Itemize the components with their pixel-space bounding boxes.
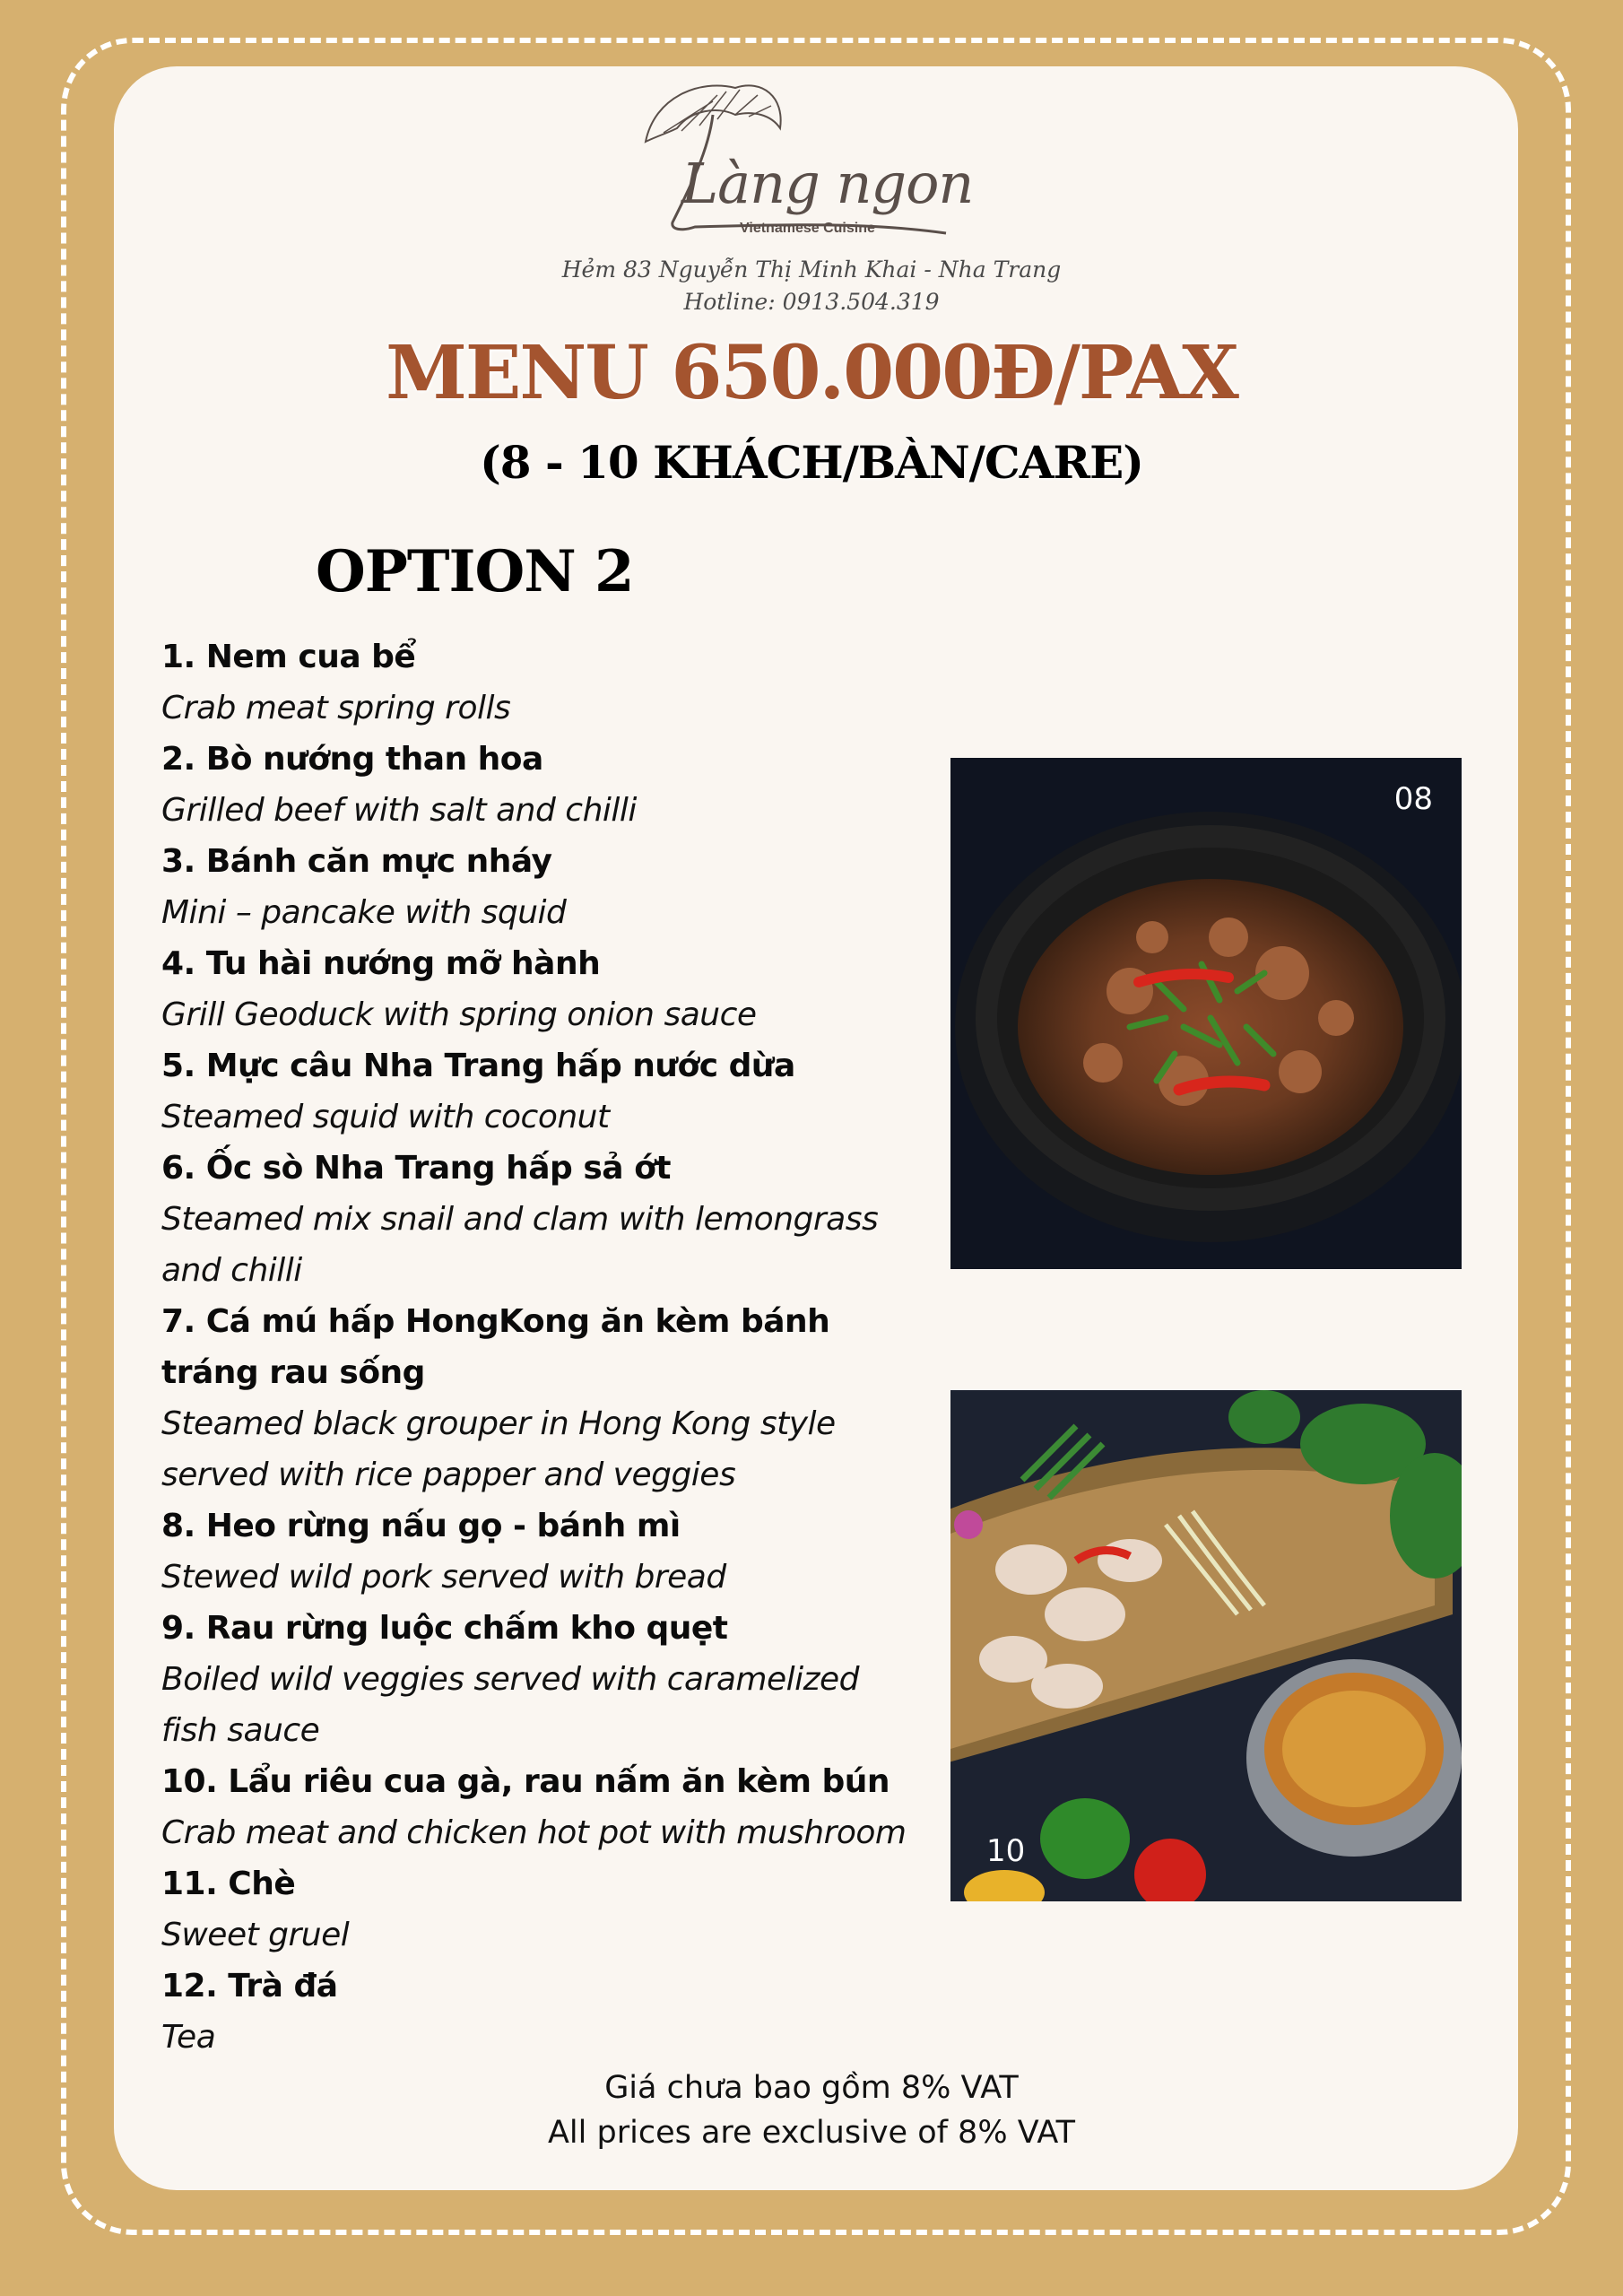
menu-item-name: 4. Tu hài nướng mỡ hành (161, 945, 601, 982)
restaurant-hotline: Hotline: 0913.504.319 (683, 289, 940, 315)
menu-item-description: Sweet gruel (161, 1917, 350, 1953)
clay-pot-dish-image (950, 758, 1462, 1269)
menu-item-list (161, 631, 915, 2063)
menu-item (161, 734, 915, 836)
menu-item-name: 8. Heo rừng nấu gọ - bánh mì (161, 1508, 681, 1544)
menu-item-name: 3. Bánh căn mực nháy (161, 843, 552, 880)
dish-photo-stewed-pork (950, 758, 1462, 1269)
menu-item (161, 631, 915, 734)
dish-photo-hot-pot (950, 1390, 1462, 1901)
menu-item-description: Grill Geoduck with spring onion sauce (161, 996, 757, 1033)
photo-number-label: 08 (1393, 781, 1433, 817)
menu-item-name: 6. Ốc sò Nha Trang hấp sả ớt (161, 1150, 672, 1187)
menu-item (161, 1858, 915, 1961)
photo-number-label: 10 (986, 1833, 1026, 1869)
menu-item (161, 836, 915, 938)
menu-item (161, 1040, 915, 1143)
menu-item-description: served with rice papper and veggies (161, 1457, 736, 1493)
menu-item-name: 7. Cá mú hấp HongKong ăn kèm bánh (161, 1303, 830, 1340)
menu-item-name: 12. Trà đá (161, 1968, 338, 2005)
menu-item (161, 1603, 915, 1756)
menu-item-name: 10. Lẩu riêu cua gà, rau nấm ăn kèm bún (161, 1763, 890, 1800)
menu-item-description: Crab meat and chicken hot pot with mushroom (161, 1814, 907, 1851)
vat-note-english: All prices are exclusive of 8% VAT (547, 2115, 1076, 2151)
menu-item-description: Mini – pancake with squid (161, 894, 567, 931)
menu-item-description: fish sauce (161, 1712, 320, 1749)
menu-item-name: 5. Mực câu Nha Trang hấp nước dừa (161, 1048, 795, 1084)
menu-item-description: Grilled beef with salt and chilli (161, 792, 637, 829)
restaurant-address: Hẻm 83 Nguyễn Thị Minh Khai - Nha Trang (561, 257, 1062, 283)
menu-item (161, 1500, 915, 1603)
menu-title: MENU 650.000Đ/PAX (386, 330, 1237, 416)
logo-subtitle: Vietnamese Cuisine (740, 221, 875, 236)
menu-item-description: Tea (161, 2019, 216, 2056)
menu-item-name: 11. Chè (161, 1866, 296, 1902)
vat-note-vietnamese: Giá chưa bao gồm 8% VAT (604, 2070, 1019, 2106)
restaurant-logo (628, 79, 974, 249)
menu-item-description: Stewed wild pork served with bread (161, 1559, 726, 1596)
menu-item-name: 2. Bò nướng than hoa (161, 741, 543, 778)
menu-item-description: and chilli (161, 1252, 302, 1289)
menu-item-name: 1. Nem cua bể (161, 639, 416, 675)
logo-wordmark: Làng ngon (681, 151, 974, 216)
menu-item (161, 1296, 915, 1500)
menu-item-name: 9. Rau rừng luộc chấm kho quẹt (161, 1610, 728, 1647)
option-title: OPTION 2 (316, 538, 634, 605)
menu-item (161, 1143, 915, 1296)
menu-item (161, 1756, 915, 1858)
menu-item-description: Steamed black grouper in Hong Kong style (161, 1405, 836, 1442)
menu-item-description: Steamed squid with coconut (161, 1099, 610, 1135)
menu-item-name: tráng rau sống (161, 1354, 425, 1391)
menu-item-description: Steamed mix snail and clam with lemongrass (161, 1201, 879, 1238)
menu-item (161, 938, 915, 1040)
hot-pot-ingredients-image (950, 1390, 1462, 1901)
menu-item-description: Crab meat spring rolls (161, 690, 511, 726)
menu-item (161, 1961, 915, 2063)
menu-subtitle: (8 - 10 KHÁCH/BÀN/CARE) (480, 436, 1143, 489)
menu-item-description: Boiled wild veggies served with caramelized (161, 1661, 860, 1698)
